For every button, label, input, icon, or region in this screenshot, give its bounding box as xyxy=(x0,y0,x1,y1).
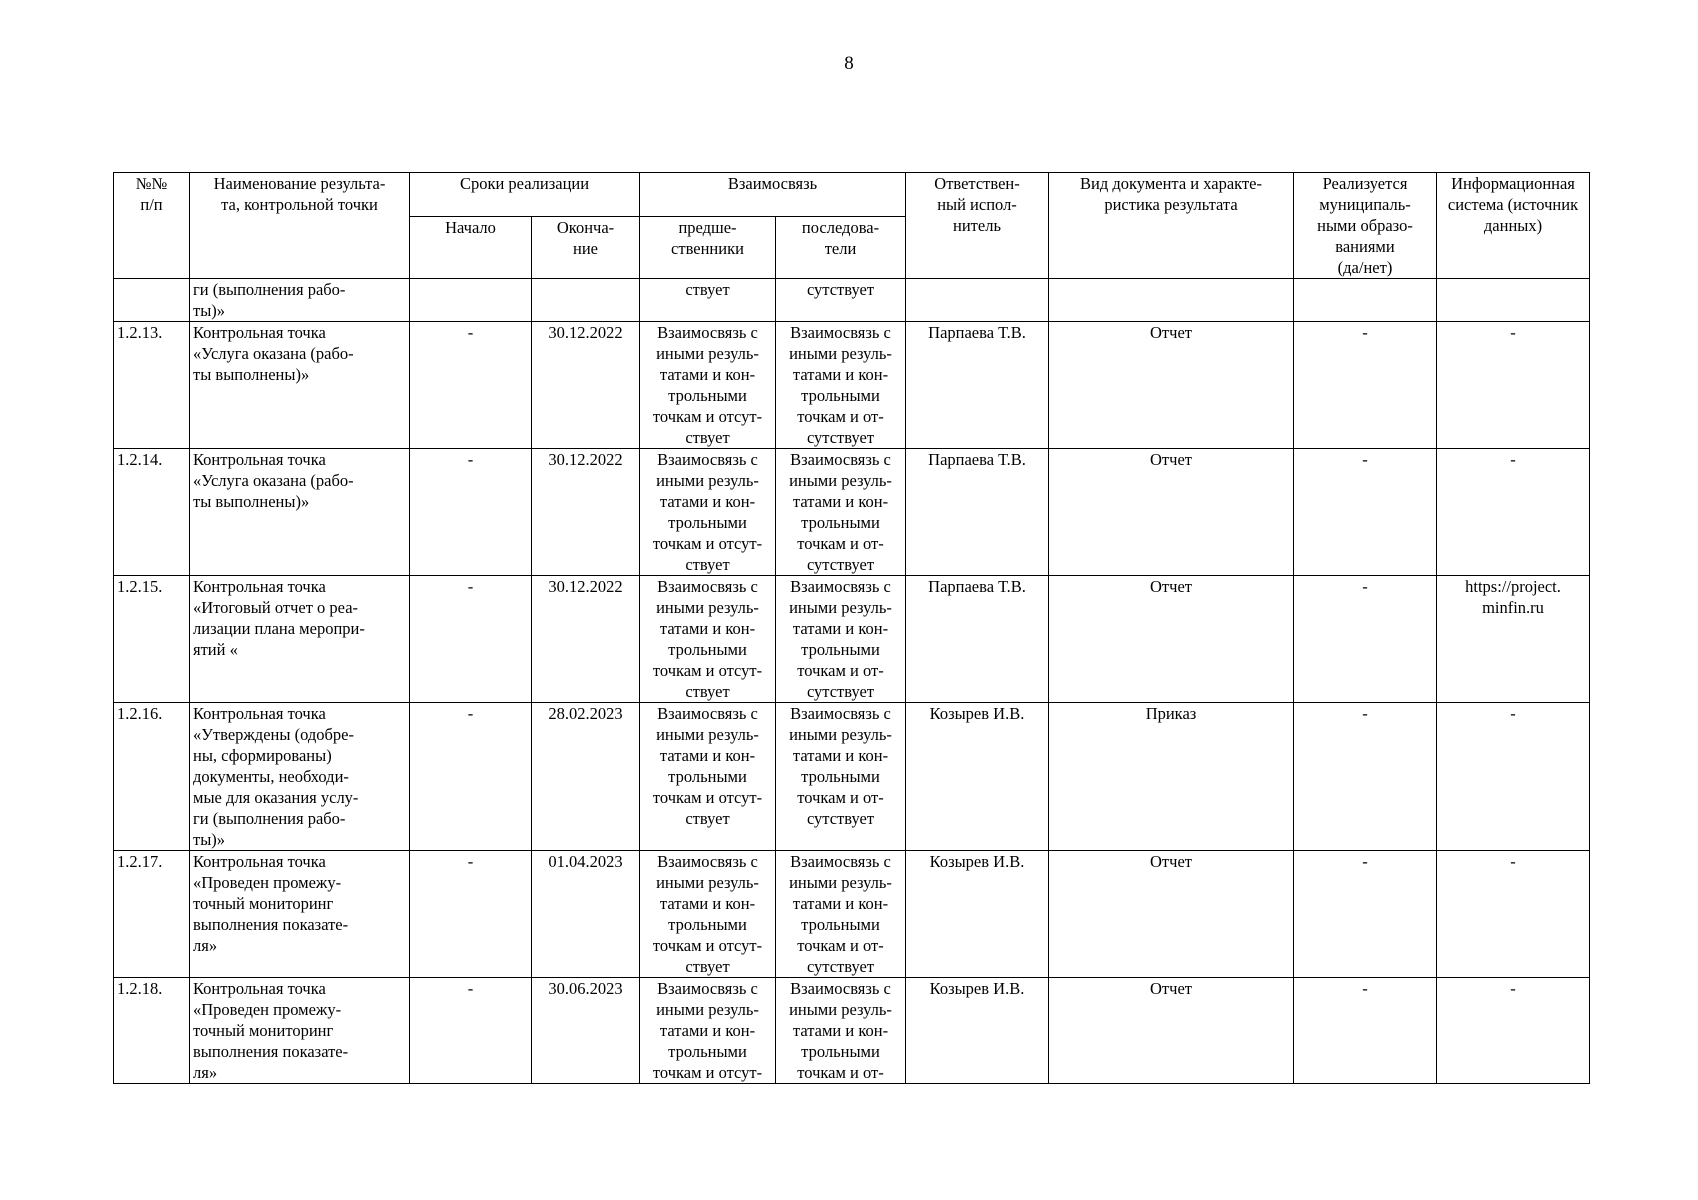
cell-name: Контрольная точка «Услуга оказана (рабо- ты выполнены)» xyxy=(190,322,410,449)
cell-successors: Взаимосвязь с иными резуль- татами и кон- трольными точкам и от- сутствует xyxy=(776,576,906,703)
cell-municipal: - xyxy=(1294,703,1437,851)
cell-doc-type: Отчет xyxy=(1049,322,1294,449)
cell-predecessors: ствует xyxy=(640,279,776,322)
cell-predecessors: Взаимосвязь с иными резуль- татами и кон- трольными точкам и отсут- ствует xyxy=(640,322,776,449)
cell-doc-type xyxy=(1049,279,1294,322)
header-municipal: Реализуется муниципаль- ными образо- ваниями (да/нет) xyxy=(1294,173,1437,279)
header-end: Оконча- ние xyxy=(532,216,640,278)
cell-end: 30.12.2022 xyxy=(532,449,640,576)
cell-info-system xyxy=(1437,279,1590,322)
cell-info-system: - xyxy=(1437,978,1590,1084)
cell-doc-type: Отчет xyxy=(1049,576,1294,703)
table-body xyxy=(114,279,1590,1084)
cell-name: Контрольная точка «Проведен промежу- точный мониторинг выполнения показате- ля» xyxy=(190,978,410,1084)
cell-info-system: - xyxy=(1437,322,1590,449)
cell-responsible: Парпаева Т.В. xyxy=(906,576,1049,703)
header-info-system: Информационная система (источник данных) xyxy=(1437,173,1590,279)
table-header xyxy=(114,173,1590,279)
table-row xyxy=(114,449,1590,576)
cell-responsible: Козырев И.В. xyxy=(906,851,1049,978)
cell-num: 1.2.17. xyxy=(114,851,190,978)
cell-end: 01.04.2023 xyxy=(532,851,640,978)
cell-predecessors: Взаимосвязь с иными резуль- татами и кон- трольными точкам и отсут- xyxy=(640,978,776,1084)
table-row xyxy=(114,851,1590,978)
header-start: Начало xyxy=(410,216,532,278)
cell-end: 28.02.2023 xyxy=(532,703,640,851)
header-predecessors: предше- ственники xyxy=(640,216,776,278)
cell-successors: сутствует xyxy=(776,279,906,322)
cell-municipal: - xyxy=(1294,978,1437,1084)
cell-start: - xyxy=(410,322,532,449)
cell-municipal: - xyxy=(1294,322,1437,449)
cell-successors: Взаимосвязь с иными резуль- татами и кон- трольными точкам и от- сутствует xyxy=(776,449,906,576)
cell-end: 30.06.2023 xyxy=(532,978,640,1084)
cell-responsible: Козырев И.В. xyxy=(906,703,1049,851)
cell-successors: Взаимосвязь с иными резуль- татами и кон- трольными точкам и от- сутствует xyxy=(776,322,906,449)
cell-num: 1.2.15. xyxy=(114,576,190,703)
cell-num: 1.2.14. xyxy=(114,449,190,576)
cell-num: 1.2.13. xyxy=(114,322,190,449)
cell-predecessors: Взаимосвязь с иными резуль- татами и кон- трольными точкам и отсут- ствует xyxy=(640,703,776,851)
cell-successors: Взаимосвязь с иными резуль- татами и кон- трольными точкам и от- сутствует xyxy=(776,851,906,978)
cell-successors: Взаимосвязь с иными резуль- татами и кон- трольными точкам и от- сутствует xyxy=(776,703,906,851)
cell-start: - xyxy=(410,978,532,1084)
cell-name: ги (выполнения рабо- ты)» xyxy=(190,279,410,322)
header-doc-type: Вид документа и характе- ристика результата xyxy=(1049,173,1294,279)
table-row-continuation xyxy=(114,279,1590,322)
cell-start: - xyxy=(410,449,532,576)
cell-info-system: https://project. minfin.ru xyxy=(1437,576,1590,703)
cell-responsible: Парпаева Т.В. xyxy=(906,322,1049,449)
cell-end: 30.12.2022 xyxy=(532,576,640,703)
page-number: 8 xyxy=(844,53,854,74)
cell-doc-type: Отчет xyxy=(1049,449,1294,576)
table-row xyxy=(114,978,1590,1084)
cell-num: 1.2.18. xyxy=(114,978,190,1084)
cell-num xyxy=(114,279,190,322)
cell-responsible: Парпаева Т.В. xyxy=(906,449,1049,576)
cell-municipal xyxy=(1294,279,1437,322)
cell-predecessors: Взаимосвязь с иными резуль- татами и кон- трольными точкам и отсут- ствует xyxy=(640,449,776,576)
cell-municipal: - xyxy=(1294,449,1437,576)
cell-info-system: - xyxy=(1437,851,1590,978)
cell-start xyxy=(410,279,532,322)
cell-start: - xyxy=(410,851,532,978)
header-name: Наименование результа- та, контрольной точки xyxy=(190,173,410,279)
cell-municipal: - xyxy=(1294,576,1437,703)
cell-doc-type: Отчет xyxy=(1049,851,1294,978)
cell-name: Контрольная точка «Итоговый отчет о реа- лизации плана меропри- ятий « xyxy=(190,576,410,703)
cell-name: Контрольная точка «Услуга оказана (рабо- ты выполнены)» xyxy=(190,449,410,576)
header-successors: последова- тели xyxy=(776,216,906,278)
cell-end xyxy=(532,279,640,322)
cell-start: - xyxy=(410,576,532,703)
table-row xyxy=(114,703,1590,851)
cell-doc-type: Приказ xyxy=(1049,703,1294,851)
cell-info-system: - xyxy=(1437,703,1590,851)
cell-municipal: - xyxy=(1294,851,1437,978)
header-num: №№ п/п xyxy=(114,173,190,279)
cell-responsible: Козырев И.В. xyxy=(906,978,1049,1084)
cell-end: 30.12.2022 xyxy=(532,322,640,449)
cell-doc-type: Отчет xyxy=(1049,978,1294,1084)
cell-info-system: - xyxy=(1437,449,1590,576)
cell-num: 1.2.16. xyxy=(114,703,190,851)
header-relation: Взаимосвязь xyxy=(640,173,906,217)
cell-predecessors: Взаимосвязь с иными резуль- татами и кон- трольными точкам и отсут- ствует xyxy=(640,851,776,978)
cell-predecessors: Взаимосвязь с иными резуль- татами и кон- трольными точкам и отсут- ствует xyxy=(640,576,776,703)
header-terms: Сроки реализации xyxy=(410,173,640,217)
cell-responsible xyxy=(906,279,1049,322)
cell-name: Контрольная точка «Утверждены (одобре- ны, сформированы) документы, необходи- мые для оказания услу- ги (выполнения рабо- ты)» xyxy=(190,703,410,851)
cell-start: - xyxy=(410,703,532,851)
plan-table xyxy=(113,172,1590,1084)
table-row xyxy=(114,322,1590,449)
cell-successors: Взаимосвязь с иными резуль- татами и кон- трольными точкам и от- xyxy=(776,978,906,1084)
table-row xyxy=(114,576,1590,703)
cell-name: Контрольная точка «Проведен промежу- точный мониторинг выполнения показате- ля» xyxy=(190,851,410,978)
header-responsible: Ответствен- ный испол- нитель xyxy=(906,173,1049,279)
